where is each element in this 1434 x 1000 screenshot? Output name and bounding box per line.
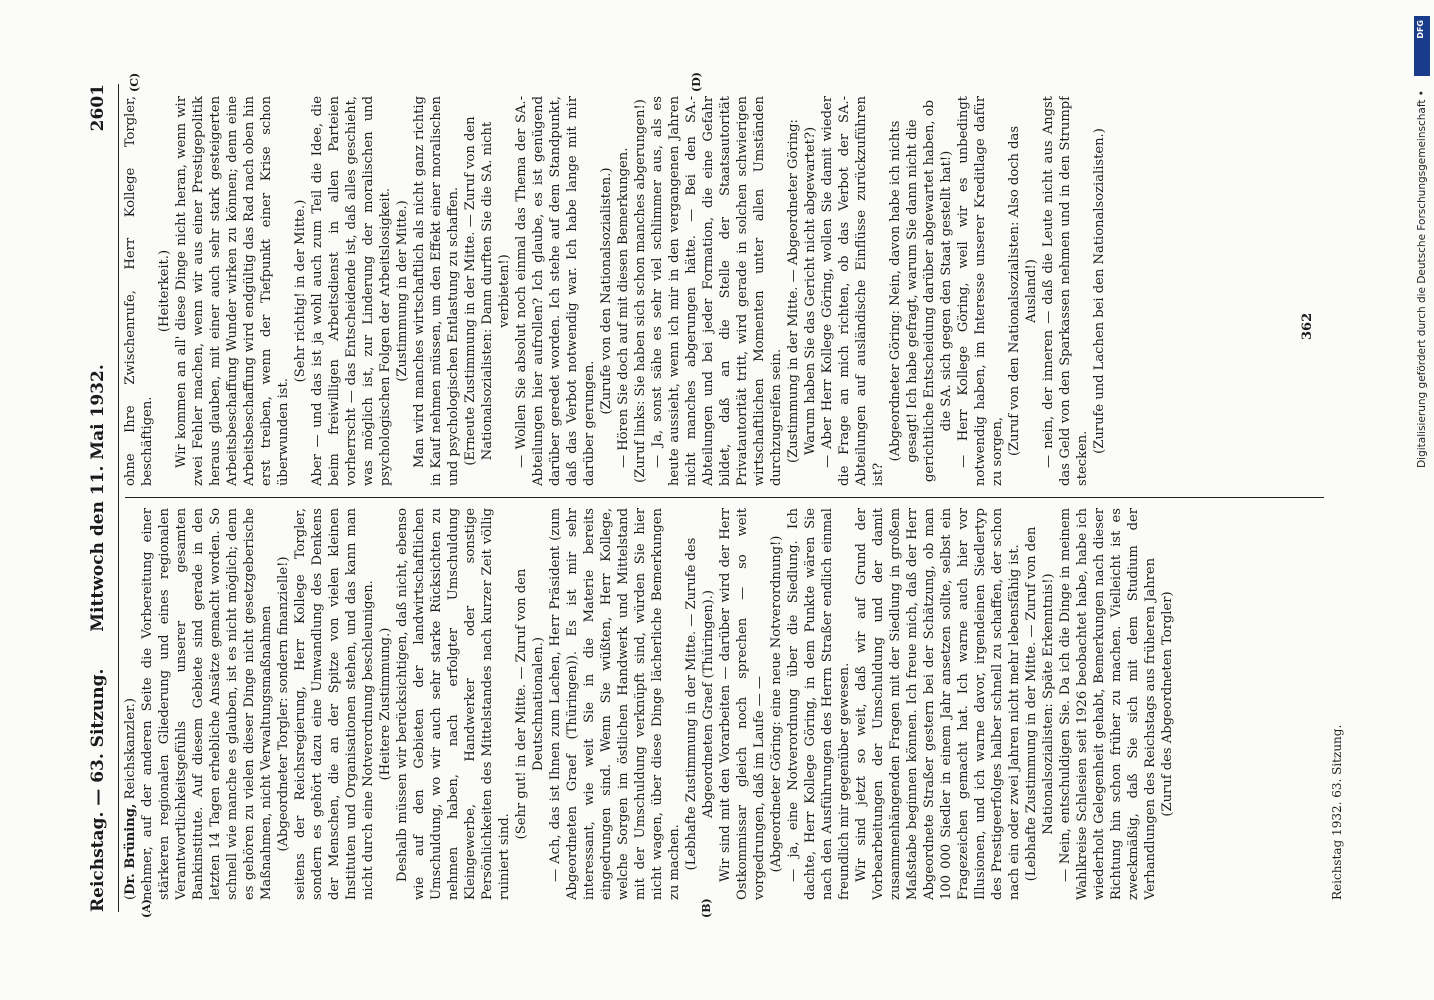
- margin-mark-d: (D): [690, 72, 703, 92]
- margin-mark-b: (B): [700, 898, 713, 918]
- speech-paragraph: Aber — und das ist ja wohl auch zum Teil die Idee, die beim freiwilligen Arbeitsdienst in allen Parteien vorherrscht — das Entscheidende ist, daß alles geschieht, was möglich ist, zur Linderung der moralischen und psychologischen Folgen der Arbeitslosigkeit.: [310, 96, 393, 486]
- speech-paragraph: Wir sind jetzt so weit, daß wir auf Grund der Vorbearbeitungen der Umschuldung und der damit zusammenhängenden Fragen mit der Siedlung in großem Maßstabe beginnen können. Ich freue mich, daß der Herr Abgeordnete Straßer gestern bei der Schätzung, ob man 100 000 Siedler in einem Jahr ansetzen sollte, selbst ein Fragezeichen gemacht hat. Ich warne auch hier vor Illusionen, und ich warne davor, irgendeinen Siedlertyp des Prestigeerfolges halber schnell zu schaffen, der schon nach ein oder zwei Jahren nicht mehr lebensfähig ist.: [854, 508, 1022, 900]
- speech-paragraph: — nein, der inneren — daß die Leute nicht aus Angst das Geld von den Sparkassen nehmen und in den Strumpf stecken.: [1041, 96, 1090, 486]
- text-column-left: [122, 508, 1322, 900]
- column-divider: [125, 497, 1324, 498]
- digitization-credit: [1410, 10, 1432, 830]
- speaker-name: Dr. Brüning,: [123, 803, 138, 895]
- interjection: (Zurufe und Lachen bei den Nationalsozialisten.): [1092, 128, 1107, 454]
- speaker-role: Reichskanzler.): [123, 697, 138, 804]
- interjection: (Heitere Zustimmung.): [378, 627, 393, 781]
- speech-paragraph: — Hören Sie doch auf mit diesen Bemerkungen.: [616, 147, 631, 468]
- interjection: (Zuruf von den Nationalsozialisten: Also doch das Ausland!): [1007, 125, 1039, 457]
- interjection: (Zustimmung in der Mitte. — Abgeordneter Göring: Warum haben Sie das Gericht nicht abgewartet?): [786, 119, 818, 463]
- header-rule: [118, 84, 119, 912]
- interjection: (Heiterkeit.): [157, 249, 172, 333]
- interjection: (Lebhafte Zustimmung in der Mitte. — Zurufe des Abgeordneten Graef (Thüringen).): [684, 537, 716, 871]
- speech-paragraph: — Aber Herr Kollege Göring, wollen Sie damit wieder die Frage an mich richten, ob das Verbot der SA.-Abteilungen auf ausländische Einflüsse zurückzuführen ist?: [820, 96, 886, 486]
- page-signature: 362: [1300, 312, 1315, 340]
- header-page-number: 2601: [88, 84, 108, 132]
- speech-paragraph: Deshalb müssen wir berücksichtigen, daß nicht, ebenso wie auf den Gebieten der landwirtschaftlichen Umschuldung, wo wir auch sehr starke Rücksichten zu nehmen haben, nach erfolgter Umschuldung Kleingewerbe, Handwerker oder sonstige Persönlichkeiten des Mittelstandes nach kurzer Zeit völlig ruiniert sind.: [395, 508, 512, 900]
- text-column-right: [122, 96, 1322, 486]
- header-session: Reichstag. — 63. Sitzung.: [88, 668, 108, 912]
- speech-paragraph: — ja, eine Notverordnung über die Siedlung. Ich dachte, Herr Kollege Göring, in dem Punkte wären Sie nach den Ausführungen des Herrn Straßer endlich einmal freundlich mir gegenüber gewesen.: [786, 508, 852, 900]
- speech-paragraph: Man wird manches wirtschaftlich als nicht ganz richtig in Kauf nehmen müssen, um den Effekt einer moralischen und psychologischen Entlastung zu schaffen.: [412, 96, 461, 486]
- speech-paragraph: nehmer, auf der anderen Seite die Vorbereitung einer stärkeren regionalen Gliederung und eines regionalen Verantwortlichkeitsgefühls unserer gesamten Bankinstitute. Auf diesem Gebiete sind gerade in den letzten 14 Tagen erhebliche Ansätze gemacht worden. So schnell wie manche es glauben, ist es nicht möglich; denn es gehören zu vielen dieser Dinge nicht gesetzgeberische Maßnahmen, nicht Verwaltungsmaßnahmen: [140, 508, 274, 900]
- speech-paragraph: — Wollen Sie absolut noch einmal das Thema der SA.-Abteilungen hier aufrollen? Ich glaube, es ist genügend darüber geredet worden. Ich stehe auf dem Standpunkt, daß das Verbot notwendig war. Ich habe lange mit mir darüber gerungen.: [514, 96, 597, 486]
- interjection: (Abgeordneter Göring: eine neue Notverordnung!): [769, 535, 784, 873]
- speech-paragraph: — Herr Kollege Göring, weil wir es unbedingt notwendig haben, im Interesse unserer Kreditlage dafür zu sorgen,: [956, 96, 1005, 486]
- interjection: (Lebhafte Zustimmung in der Mitte. — Zuruf von den Nationalsozialisten: Späte Erkenntnis!): [1024, 526, 1056, 882]
- margin-mark-a: (A): [140, 899, 153, 918]
- dfg-logo: DFG: [1414, 16, 1430, 76]
- credit-text: Digitalisierung gefördert durch die Deutsche Forschungsgemeinschaft •: [1416, 90, 1428, 468]
- speech-paragraph: — Ja, sonst sähe es sehr viel schlimmer aus, als es heute aussieht, wenn ich mir in den vergangenen Jahren nicht manches abgerungen hätte. — Bei den SA.-Abteilungen und bei jeder Formation, die eine Gefahr bildet, daß an die Stelle der Staatsautorität Privatautorität tritt, wird gerade in solchen schwierigen wirtschaftlichen Momenten unter allen Umständen durchzugreifen sein.: [650, 96, 784, 486]
- speech-paragraph: Wir kommen an all' diese Dinge nicht heran, wenn wir zwei Fehler machen, wenn wir aus einer Prestigepolitik heraus glauben, mit einer auch sehr stark gesteigerten Arbeitsbeschaffung Wunder wirken zu können; denn eine Arbeitsbeschaffung wird endgültig das Rad nach oben hin erst treiben, wenn der Tiefpunkt einer Krise schon überwunden ist.: [174, 96, 291, 486]
- speech-paragraph: — Ach, das ist Ihnen zum Lachen, Herr Präsident (zum Abgeordneten Graef (Thüringen)). Es ist mir sehr interessant, wie weit Sie in die Materie bereits eingedrungen sind. Wenn Sie wüßten, Herr Kollege, welche Sorgen im östlichen Handwerk und Mittelstand mit der Umschuldung verknüpft sind, würden Sie hier nicht wagen, über diese Dinge lächerliche Bemerkungen zu machen.: [548, 508, 682, 900]
- running-header: [88, 84, 118, 912]
- speech-paragraph: Wir sind mit den Vorarbeiten — darüber wird der Herr Ostkommissar gleich noch sprechen — so weit vorgedrungen, daß im Laufe — —: [718, 508, 767, 900]
- interjection: (Zuruf des Abgeordneten Torgler): [1160, 591, 1175, 817]
- interjection: (Erneute Zustimmung in der Mitte. — Zuruf von den Nationalsozialisten: Dann durften Sie die SA. nicht verbieten!): [463, 116, 512, 466]
- speech-paragraph: seitens der Reichsregierung, Herr Kollege Torgler, sondern es gehört dazu eine Umwandlung des Denkens der Menschen, die an der Spitze von vielen kleinen Instituten und Organisationen stehen, und das kann man nicht durch eine Notverordnung beschleunigen.: [293, 508, 376, 900]
- interjection: (Abgeordneter Göring: Nein, davon habe ich nichts gesagt! Ich habe gefragt, warum Sie dann nicht die gerichtliche Entscheidung darüber abgewartet haben, ob die SA. sich gegen den Staat gestellt hat!): [888, 100, 954, 482]
- header-date: Mittwoch den 11. Mai 1932.: [88, 364, 108, 632]
- interjection: (Zurufe von den Nationalsozialisten.): [599, 167, 614, 415]
- speech-paragraph: ohne Ihre Zwischenrufe, Herr Kollege Torgler, beschäftigen.: [123, 96, 155, 486]
- interjection: (Sehr gut! in der Mitte. — Zuruf von den Deutschnationalen.): [514, 568, 546, 840]
- speech-paragraph: — Nein, entschuldigen Sie. Da ich die Dinge in meinem Wahlkreise Schlesien seit 1926 beobachtet habe, habe ich wiederholt Gelegenheit gehabt, Bemerkungen nach dieser Richtung hin schon früher zu machen. Vielleicht ist es zweckmäßig, daß Sie sich mit dem Studium der Verhandlungen des Reichstags aus früheren Jahren: [1058, 508, 1158, 900]
- margin-mark-c: (C): [128, 72, 141, 92]
- interjection: (Zustimmung in der Mitte.): [395, 200, 410, 382]
- speaker-line: (Dr. Brüning, Reichskanzler.): [123, 697, 138, 900]
- interjection: (Zuruf links: Sie haben sich schon manches abgerungen!): [633, 99, 648, 483]
- interjection: (Abgeordneter Torgler: sondern finanzielle!): [276, 556, 291, 852]
- interjection: (Sehr richtig! in der Mitte.): [293, 199, 308, 383]
- footer-imprint: Reichstag 1932. 63. Sitzung.: [1330, 724, 1344, 900]
